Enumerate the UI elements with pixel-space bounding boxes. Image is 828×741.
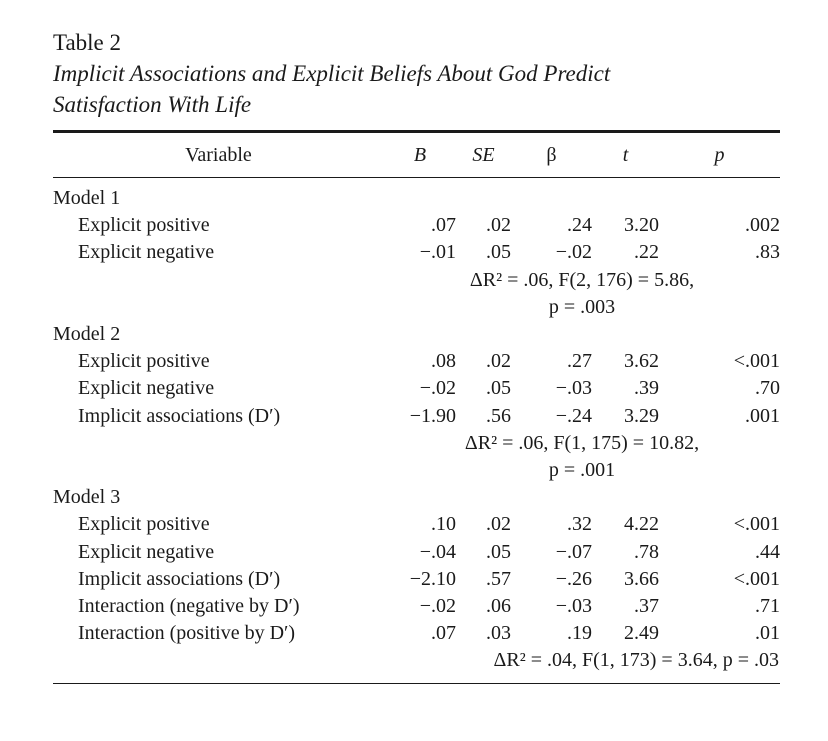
cell-t: .78 [634,540,659,563]
row-label: Explicit positive [78,513,210,536]
cell-t: .37 [634,595,659,618]
regression-table-body [53,178,780,683]
cell-p: .44 [755,540,780,563]
header-variable: Variable [185,143,252,166]
header-beta: β [546,143,557,166]
model-name: Model 3 [53,486,121,509]
table-row [53,511,780,538]
cell-se: .56 [486,404,511,427]
cell-t: 2.49 [624,622,659,645]
cell-b: .07 [431,214,456,237]
bottom-rule [53,683,780,684]
cell-p: <.001 [733,567,780,590]
model-heading-row [53,484,780,511]
table-row [53,403,780,430]
cell-b: .10 [431,513,456,536]
cell-beta: −.03 [555,377,592,400]
cell-beta: −.07 [555,540,592,563]
header-row [53,133,780,177]
header-b: B [413,143,427,166]
cell-b: −.01 [419,241,456,264]
model-summary-row [53,647,780,674]
cell-se: .02 [486,513,511,536]
cell-p: .71 [755,595,780,618]
cell-p: <.001 [733,513,780,536]
model-summary-line-2: p = .003 [548,295,616,318]
table-row [53,212,780,239]
cell-b: −1.90 [409,404,456,427]
model-summary-line-1: ΔR² = .06, F(2, 176) = 5.86, [469,268,695,291]
cell-t: .39 [634,377,659,400]
model-summary-line-2: p = .001 [548,459,616,482]
table-number: Table 2 [53,30,122,55]
cell-beta: −.24 [555,404,592,427]
cell-t: .22 [634,241,659,264]
cell-se: .05 [486,377,511,400]
table-row [53,539,780,566]
cell-p: .001 [745,404,780,427]
header-p: p [714,143,725,166]
cell-p: .002 [745,214,780,237]
cell-se: .02 [486,350,511,373]
row-label: Interaction (positive by D′) [78,622,296,645]
cell-p: .01 [755,622,780,645]
row-label: Interaction (negative by D′) [78,595,300,618]
regression-table [53,133,780,177]
row-label: Explicit negative [78,377,215,400]
cell-se: .05 [486,540,511,563]
model-summary-line-1: ΔR² = .06, F(1, 175) = 10.82, [464,431,700,454]
cell-t: 3.66 [624,567,659,590]
row-label: Explicit negative [78,540,215,563]
cell-se: .02 [486,214,511,237]
cell-beta: .32 [567,513,592,536]
model-summary-row [53,430,780,457]
cell-beta: −.03 [555,595,592,618]
cell-t: 3.20 [624,214,659,237]
model-name: Model 1 [53,187,121,209]
cell-beta: −.26 [555,567,592,590]
table-title-line-1: Implicit Associations and Explicit Beliefs About God Predict [53,61,611,86]
cell-beta: −.02 [555,241,592,264]
table-row [53,348,780,375]
table-row [53,375,780,402]
cell-b: .07 [431,622,456,645]
row-label: Implicit associations (D′) [78,567,281,590]
model-heading-row [53,321,780,348]
model-summary-row [53,267,780,294]
model-summary-row [53,294,780,321]
cell-beta: .19 [567,622,592,645]
cell-b: −.04 [419,540,456,563]
header-t: t [622,143,629,166]
table-row [53,239,780,266]
cell-se: .06 [486,595,511,618]
model-summary-line-1: ΔR² = .04, F(1, 173) = 3.64, p = .03 [493,649,779,672]
cell-se: .03 [486,622,511,645]
cell-p: .70 [755,377,780,400]
row-label: Implicit associations (D′) [78,404,281,427]
cell-se: .57 [486,567,511,590]
table-title-line-2: Satisfaction With Life [53,92,252,117]
cell-b: −.02 [419,377,456,400]
model-name: Model 2 [53,323,121,346]
table-figure [53,28,780,684]
table-row [53,566,780,593]
row-label: Explicit positive [78,350,210,373]
row-label: Explicit positive [78,214,210,237]
cell-b: −.02 [419,595,456,618]
row-label: Explicit negative [78,241,215,264]
cell-t: 3.62 [624,350,659,373]
header-se: SE [472,143,495,166]
table-row [53,593,780,620]
cell-t: 4.22 [624,513,659,536]
model-summary-row [53,457,780,484]
cell-b: .08 [431,350,456,373]
model-heading-row [53,185,780,212]
cell-beta: .24 [567,214,592,237]
cell-beta: .27 [567,350,592,373]
cell-p: .83 [755,241,780,264]
cell-p: <.001 [733,350,780,373]
cell-t: 3.29 [624,404,659,427]
cell-b: −2.10 [409,567,456,590]
cell-se: .05 [486,241,511,264]
table-row [53,620,780,647]
